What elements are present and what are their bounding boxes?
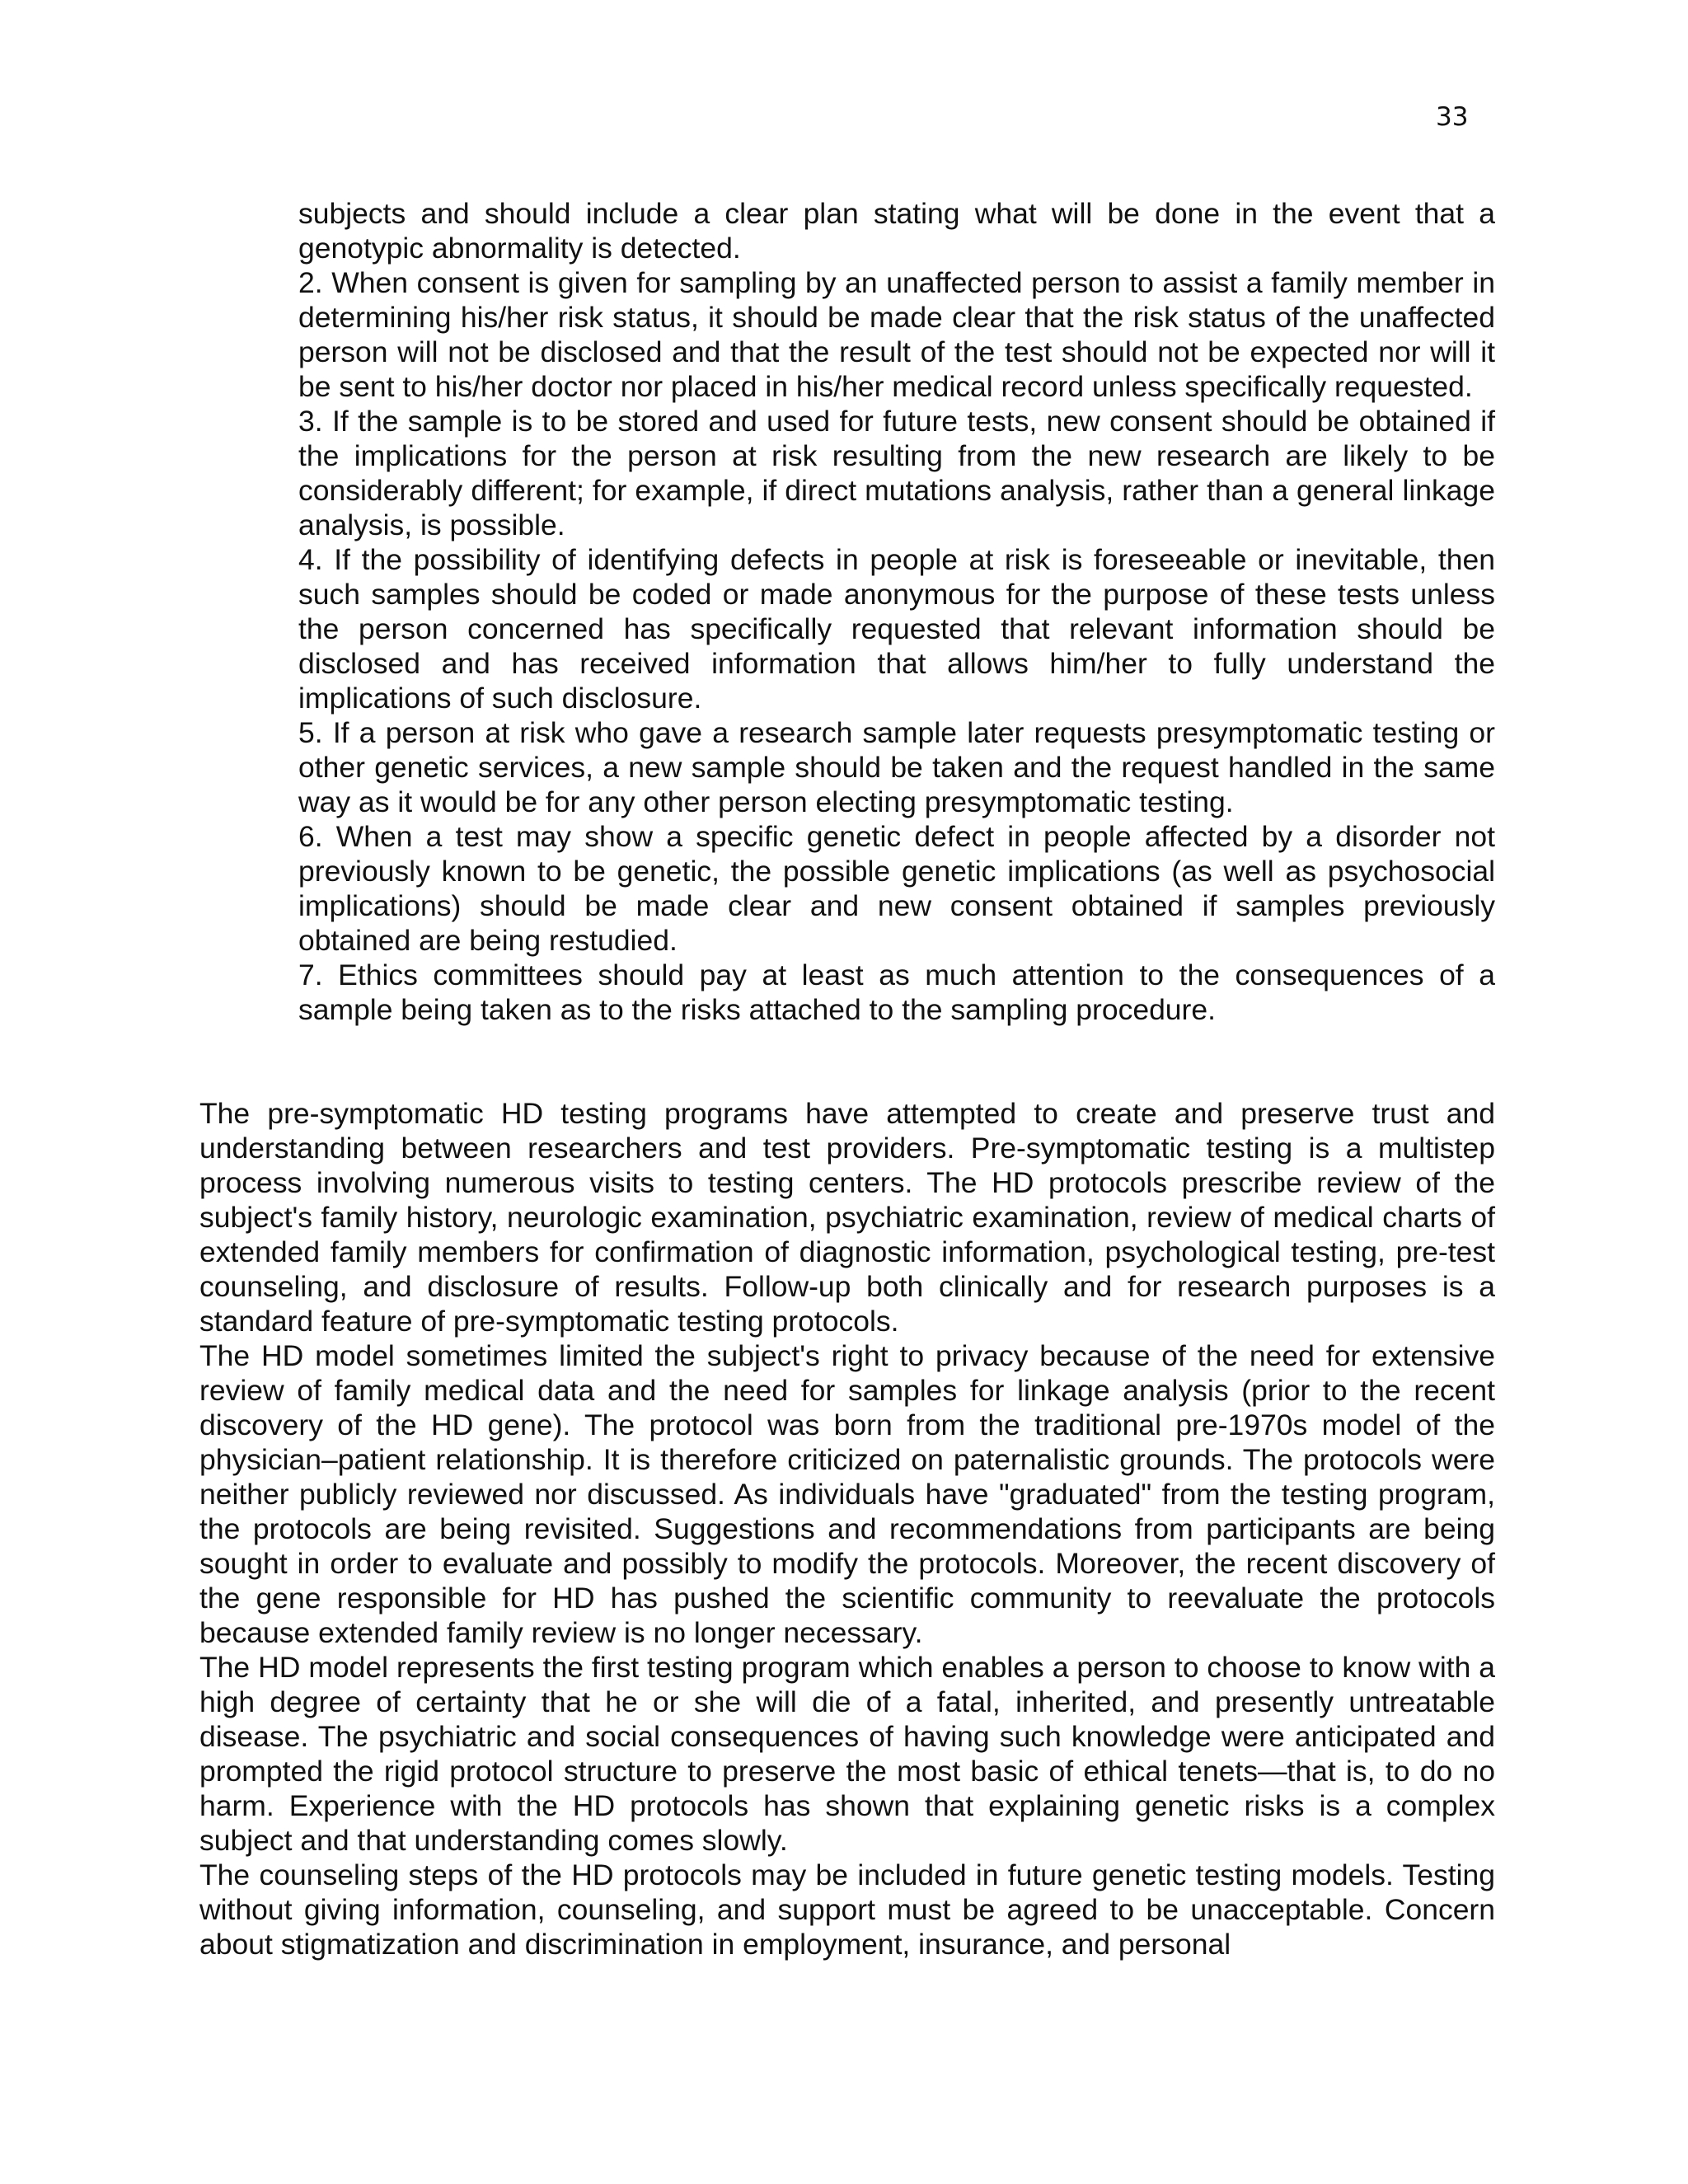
page-number: 33 xyxy=(1436,102,1469,132)
body-text xyxy=(199,1096,1495,1961)
list-item-3: 3. If the sample is to be stored and used for future tests, new consent should be obtained if the implications for the person at risk resulting from the new research are likely to be considerably different; for example, if direct mutations analysis, rather than a general linkage analysis, is possible. xyxy=(298,405,1495,541)
list-item-5: 5. If a person at risk who gave a research sample later requests presymptomatic testing or other genetic services, a new sample should be taken and the request handled in the same way as it would be for any other person electing presymptomatic testing. xyxy=(298,716,1495,818)
consent-guidelines-list xyxy=(298,196,1495,1027)
paragraph-counseling: The counseling steps of the HD protocols may be included in future genetic testing models. Testing without giving information, counseling, and support must be agreed to be unacceptable. Concern about stigmatization and discrimination in employment, insurance, and personal xyxy=(199,1858,1495,1961)
list-item-6: 6. When a test may show a specific genetic defect in people affected by a disorder not previously known to be genetic, the possible genetic implications (as well as psychosocial implications) should be made clear and new consent obtained if samples previously obtained are being restudied. xyxy=(298,820,1495,957)
list-item-7: 7. Ethics committees should pay at least as much attention to the consequences of a sample being taken as to the risks attached to the sampling procedure. xyxy=(298,958,1495,1026)
paragraph-first-testing-program: The HD model represents the first testing program which enables a person to choose to know with a high degree of certainty that he or she will die of a fatal, inherited, and presently untreatable disease. The psychiatric and social consequences of having such knowledge were anticipated and prompted the rigid protocol structure to preserve the most basic of ethical tenets—that is, to do no harm. Experience with the HD protocols has shown that explaining genetic risks is a complex subject and that understanding comes slowly. xyxy=(199,1651,1495,1857)
paragraph-privacy: The HD model sometimes limited the subject's right to privacy because of the need for extensive review of family medical data and the need for samples for linkage analysis (prior to the recent discovery of the HD gene). The protocol was born from the traditional pre-1970s model of the physician–patient relationship. It is therefore criticized on paternalistic grounds. The protocols were neither publicly reviewed nor discussed. As individuals have "graduated" from the testing program, the protocols are being revisited. Suggestions and recommendations from participants are being sought in order to evaluate and possibly to modify the protocols. Moreover, the recent discovery of the gene responsible for HD has pushed the scientific community to reevaluate the protocols because extended family review is no longer necessary. xyxy=(199,1339,1495,1649)
paragraph-testing-programs: The pre-symptomatic HD testing programs have attempted to create and preserve trust and understanding between researchers and test providers. Pre-symptomatic testing is a multistep process involving numerous visits to testing centers. The HD protocols prescribe review of the subject's family history, neurologic examination, psychiatric examination, review of medical charts of extended family members for confirmation of diagnostic information, psychological testing, pre-test counseling, and disclosure of results. Follow-up both clinically and for research purposes is a standard feature of pre-symptomatic testing protocols. xyxy=(199,1097,1495,1338)
list-item-continuation: subjects and should include a clear plan stating what will be done in the event that a genotypic abnormality is detected. xyxy=(298,197,1495,265)
list-item-2: 2. When consent is given for sampling by an unaffected person to assist a family member in determining his/her risk status, it should be made clear that the risk status of the unaffected person will not be disclosed and that the result of the test should not be expected nor will it be sent to his/her doctor nor placed in his/her medical record unless specifically requested. xyxy=(298,266,1495,403)
list-item-4: 4. If the possibility of identifying defects in people at risk is foreseeable or inevitable, then such samples should be coded or made anonymous for the purpose of these tests unless the person concerned has specifically requested that relevant information should be disclosed and has received information that allows him/her to fully understand the implications of such disclosure. xyxy=(298,543,1495,715)
